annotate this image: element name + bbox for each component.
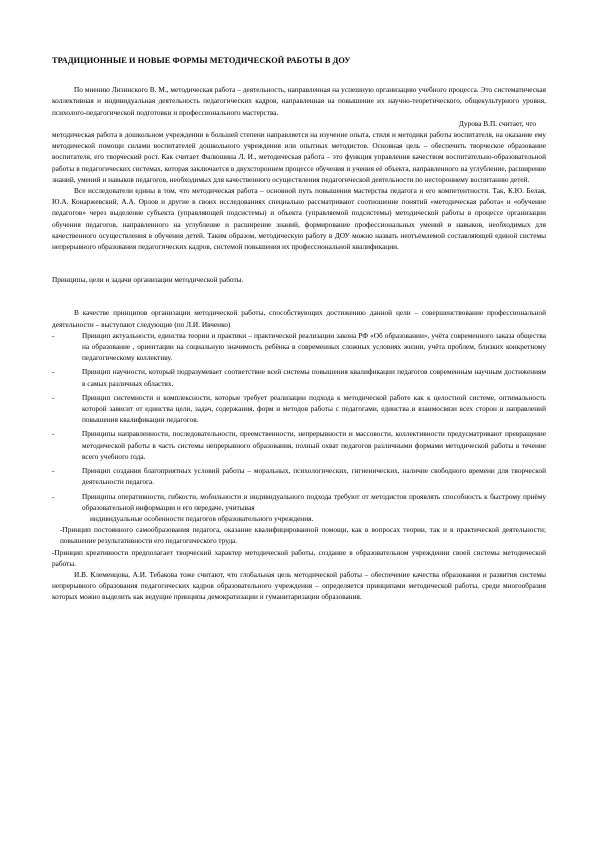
- list-bullet: -: [52, 491, 55, 501]
- list-bullet: -: [52, 367, 55, 377]
- list-item-continuation: индивидуальные особенности педагогов образовательного учреждения.: [90, 513, 314, 523]
- paragraph-researchers: Все исследователи едины в том, что методическая работа – основной путь повышения мастерства педагога и его компетентности. Так, К.Ю. Белая, Ю.А. Конаржевский, А.А. Орлов и другие в своих исследованиях специально рассматривают соотношение понятий «методическая работа» и «обучение педагогов» через выделение субъекта (управляющей подсистемы) и объекта (управляемой подсистемы) методической работы в процессе организации обучения педагогов, направленного на углубление и расширение знаний, формирование профессиональных умений и навыков, необходимых для качественного осуществления в обучения детей. Таким образом, методическую работу в ДОУ можно назвать неотъемлемой составляющей единой системы непрерывного образования педагогических кадров, системой повышения их профессиональной квалификации.: [52, 186, 546, 252]
- list-item: - Принципы направленности, последовательности, преемственности, непрерывности и массовости, коллективности предусматривают превращение методической работы в часть системы непрерывного образования, полный охват педагогов различными формами методической работы в течение всего учебного года.: [52, 429, 546, 461]
- paragraph-creativity: -Принцип креативности предполагает творческий характер методической работы, создание в образовательном учреждении своей системы методической работы.: [52, 547, 546, 568]
- list-item: - Принцип системности и комплексности, которые требует реализации подхода к методической работе как к целостной системе, оптимальность которой зависит от единства цели, задач, содержания, форм и методов работы с педагогами, единства и взаимосвязи всех сторон и направлений повышения квалификации педагогов.: [52, 392, 546, 425]
- paragraph-lizinsky: По мнению Лизинского В. М., методическая работа – деятельность, направленная на успешную организацию учебного процесса. Это систематическая коллективная и индивидуальная деятельность педагогических кадров, направленная на повышение их научно-теоретического, общекультурного уровня, психолого-педагогической подготовки и профессионального мастерства.: [52, 85, 546, 117]
- document-page: [52, 55, 546, 603]
- list-bullet: -: [52, 429, 55, 439]
- list-item: - Принцип научности, который подразумевает соответствие всей системы повышения квалификации педагогов современным научным достижениям в самых различных областях.: [52, 367, 546, 388]
- list-bullet: -: [52, 392, 55, 402]
- document-title: ТРАДИЦИОННЫЕ И НОВЫЕ ФОРМЫ МЕТОДИЧЕСКОЙ РАБОТЫ В ДОУ: [52, 56, 351, 65]
- paragraph-durova: методическая работа в дошкольном учреждении в большей степени направляется на изучение опыта, стиля и методики работы воспитателя, на оказание ему методической помощи силами воспитателей дошкольного учреждения или опытных методистов. Основная цель – обеспечить творческое образование воспитателя, его творческий рост. Как считает Фалюшина Л. И., методическая работа – это функция управления качеством воспитательно-образовательной работы в педагогических системах, которая заключается в двухстороннем процессе обучения и учения её объекта, направленного на углубление, расширение знаний, умений и навыков педагогов, необходимых для качественного осуществления педагогической деятельности по нестороннему воспитанию детей.: [52, 130, 546, 184]
- list-item: - Принципы оперативности, гибкости, мобильности и индивидуального подхода требуют от методистов проявлять способность к быстрому приёму образовательной информации и его передаче, учитывая: [52, 491, 546, 512]
- list-item: - Принцип актуальности, единства теории и практики – практической реализации закона РФ «Об образовании», учёта современного заказа общества на образование , ориентации на социальную значимость ребёнка в современных сложных условиях жизни, учёта проблем, близких конкретному педагогическому коллективу.: [52, 330, 546, 363]
- paragraph-principles-intro: В качестве принципов организации методической работы, способствующих достижению данной цели – совершенствование профессиональной деятельности – выступают следующие (по Л.И. Ивченко): [52, 308, 546, 329]
- section-title-principles: Принципы, цели и задачи организации методической работы.: [52, 275, 244, 285]
- list-bullet: -: [52, 330, 55, 340]
- list-item: - Принцип создания благоприятных условий работы – моральных, психологических, гигиенических, наличие свободного времени для творческой деятельности педагога.: [52, 466, 546, 487]
- paragraph-self-education: -Принцип постоянного самообразования педагога, оказание квалифицированной помощи, как в вопросах теории, так и в практической деятельности; повышение результативности его педагогического труда.: [60, 525, 546, 546]
- list-bullet: -: [52, 466, 55, 476]
- paragraph-durova-lead: Дурова В.П. считает, что: [458, 118, 536, 128]
- paragraph-klementsova: И.В. Клеменцова, А.И. Тебакова тоже считают, что глобальная цель методической работы – обеспечение качества образования и развития системы непрерывного образования педагогических кадров образовательного учреждения – определяется принципами методической работы, среди многообразия которых можно выделить как ведущие принципы демократизации и гуманитаризации образования.: [52, 569, 546, 602]
- principles-list: [52, 330, 546, 513]
